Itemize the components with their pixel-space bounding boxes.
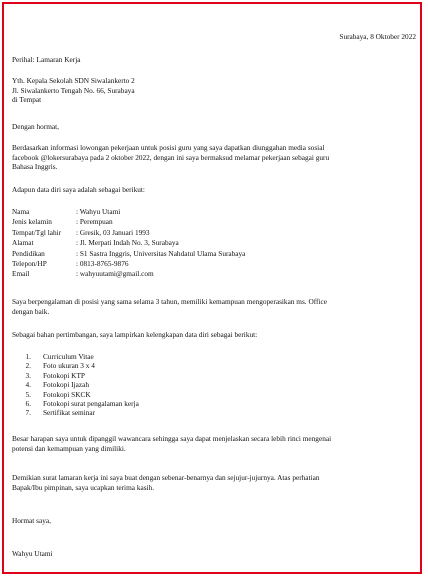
data-value: : wahyuutami@gmail.com — [76, 269, 154, 279]
data-key: Alamat — [12, 238, 34, 248]
letter-date: Surabaya, 8 Oktober 2022 — [339, 32, 416, 41]
intro-paragraph — [12, 143, 416, 172]
list-item — [12, 408, 416, 417]
list-number: 3. — [25, 370, 31, 380]
data-row-education — [12, 249, 416, 259]
data-row-email — [12, 269, 416, 279]
list-label: Foto ukuran 3 x 4 — [43, 361, 95, 371]
list-number: 7. — [25, 408, 31, 418]
list-item — [12, 352, 416, 361]
intro-line: facebook @lokersurabaya pada 2 oktober 2022, dengan ini saya bermaksud melamar pekerjaan sebagai guru — [12, 152, 330, 162]
data-value: : Jl. Merpati Indah No. 3, Surabaya — [76, 238, 179, 248]
data-value: : Wahyu Utami — [76, 207, 121, 216]
recipient-line: Jl. Siwalankerto Tengah No. 66, Surabaya — [12, 85, 135, 95]
hope-paragraph — [12, 434, 416, 453]
closing-line: Demikian surat lamaran kerja ini saya buat dengan sebenar-benarnya dan sejujur-jujurnya. Atas perhatian — [12, 473, 320, 482]
data-key: Telepon/HP — [12, 258, 47, 268]
recipient-line: di Tempat — [12, 95, 42, 105]
data-value: : Perempuan — [76, 217, 113, 227]
data-key: Pendidikan — [12, 248, 45, 258]
personal-data-table — [12, 207, 416, 280]
list-item — [12, 390, 416, 399]
data-intro-text: Adapun data diri saya adalah sebagai berikut: — [12, 185, 145, 194]
experience-paragraph — [12, 297, 416, 316]
data-key: Jenis kelamin — [12, 217, 52, 227]
list-label: Curriculum Vitae — [43, 352, 94, 361]
intro-line: Berdasarkan informasi lowongan pekerjaan untuk posisi guru yang saya dapatkan diunggahan media sosial — [12, 143, 325, 152]
data-value: : Gresik, 03 Januari 1993 — [76, 227, 150, 237]
intro-line: Bahasa Inggris. — [12, 162, 58, 172]
list-label: Fotokopi surat pengalaman kerja — [43, 398, 139, 408]
data-value: : S1 Sastra Inggris, Universitas Nahdatul Ulama Surabaya — [76, 248, 246, 258]
signature-name — [12, 549, 416, 559]
greeting-text: Dengan hormat, — [12, 122, 60, 131]
data-value: : 0813-8765-9876 — [76, 258, 129, 268]
list-item — [12, 371, 416, 380]
list-number: 1. — [25, 352, 31, 361]
list-label: Fotokopi Ijazah — [43, 380, 90, 390]
data-key: Email — [12, 269, 30, 279]
closing-paragraph — [12, 473, 416, 492]
subject-text: Perihal: Lamaran Kerja — [12, 55, 81, 64]
list-number: 6. — [25, 398, 31, 408]
closing-line: Bapak/Ibu pimpinan, saya ucapkan terima kasih. — [12, 482, 155, 492]
list-item — [12, 361, 416, 370]
data-row-birth — [12, 228, 416, 238]
hope-line: potensi dan kemampuan yang dimiliki. — [12, 443, 126, 453]
data-key: Nama — [12, 207, 30, 216]
list-number: 2. — [25, 361, 31, 371]
sign-off — [12, 516, 416, 526]
letter-subject — [12, 55, 416, 65]
list-number: 4. — [25, 380, 31, 390]
sign-off-text: Hormat saya, — [12, 516, 51, 525]
hope-line: Besar harapan saya untuk dipanggil wawancara sehingga saya dapat menjelaskan secara lebih rinci mengenai — [12, 434, 332, 443]
data-intro — [12, 185, 416, 195]
recipient-block — [12, 76, 416, 105]
data-row-address — [12, 238, 416, 248]
list-item — [12, 399, 416, 408]
signature-name-text: Wahyu Utami — [12, 549, 53, 558]
attachments-list — [12, 352, 416, 418]
list-label: Sertifikat seminar — [43, 408, 96, 418]
data-row-name — [12, 207, 416, 217]
recipient-line: Yth. Kepala Sekolah SDN Siwalankerto 2 — [12, 76, 135, 85]
list-item — [12, 380, 416, 389]
greeting — [12, 122, 416, 132]
data-row-phone — [12, 259, 416, 269]
attachments-intro-text: Sebagai bahan pertimbangan, saya lampirkan kelengkapan data diri sebagai berikut: — [12, 330, 258, 339]
experience-line: dengan baik. — [12, 306, 50, 316]
data-row-gender — [12, 217, 416, 227]
experience-line: Saya berpengalaman di posisi yang sama selama 3 tahun, memiliki kemampuan mengoperasikan ms. Office — [12, 297, 327, 306]
list-label: Fotokopi SKCK — [43, 389, 91, 399]
list-number: 5. — [25, 389, 31, 399]
attachments-intro — [12, 330, 416, 340]
data-key: Tempat/Tgl lahir — [12, 227, 62, 237]
list-label: Fotokopi KTP — [43, 370, 85, 380]
